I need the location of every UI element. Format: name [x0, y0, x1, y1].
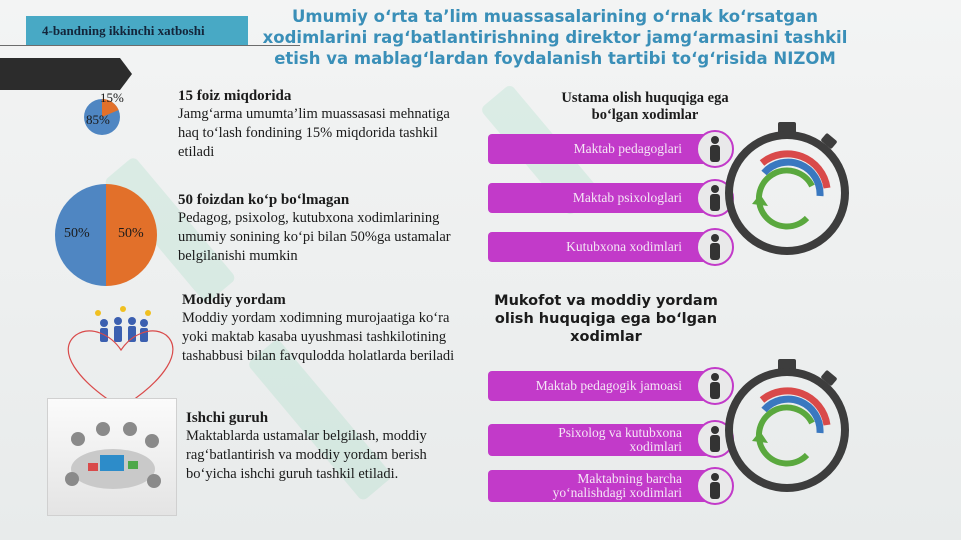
- section-heading: Ishchi guruh: [186, 410, 269, 426]
- pie-label-15: 15%: [100, 90, 124, 105]
- group1-item-2: Maktab psixologlari: [488, 183, 716, 213]
- meeting-illustration: [47, 398, 177, 516]
- group1-heading: Ustama olish huquqiga ega boʻlgan xodimlar: [561, 90, 729, 123]
- stopwatch-icon: [722, 355, 852, 495]
- pie-label-85: 85%: [86, 112, 110, 127]
- section-text: Jamgʻarma umumta’lim muassasasi mehnatiga haq toʻlash fondining 15% miqdorida tashkil etiladi: [178, 106, 450, 160]
- group1-item-3: Kutubxona xodimlari: [488, 232, 716, 262]
- section-text: Maktablarda ustamalar belgilash, moddiy ragʻbatlantirish va moddiy yordam berish boʻyicha ishchi guruh tashkil etiladi.: [186, 428, 427, 482]
- group2-item-2: Psixolog va kutubxona xodimlari: [488, 424, 716, 456]
- pie-label-right: 50%: [118, 226, 144, 241]
- group2-item-1: Maktab pedagogik jamoasi: [488, 371, 716, 401]
- page-title: Umumiy oʻrta ta’lim muassasalarining oʻrnak koʻrsatgan xodimlarini ragʻbatlantirishning direktor jamgʻarmasini tashkil etish va mablagʻlardan foydalanish tartibi toʻgʻrisida NIZOM: [262, 7, 848, 68]
- group1-item-1: Maktab pedagoglari: [488, 134, 716, 164]
- section-text: Moddiy yordam xodimning murojaatiga koʻra yoki maktab kasaba uyushmasi tashkilotining tashabbusi bilan favqulodda holatlarda beriladi: [182, 310, 455, 364]
- group2-heading: Mukofot va moddiy yordam olish huquqiga ega boʻlgan xodimlar: [494, 293, 718, 345]
- section-heading: 15 foiz miqdorida: [178, 88, 292, 104]
- section-text: Pedagog, psixolog, kutubxona xodimlarining umumiy sonining koʻpi bilan 50%ga ustamalar belgilanishi mumkin: [178, 210, 451, 264]
- section-heading: Moddiy yordam: [182, 292, 286, 308]
- stopwatch-icon: [722, 118, 852, 258]
- section-tag: 4-bandning ikkinchi xatboshi: [26, 16, 248, 46]
- pie-label-left: 50%: [64, 226, 90, 241]
- section-heading: 50 foizdan koʻp boʻlmagan: [178, 192, 350, 208]
- decorative-bar: [0, 58, 120, 90]
- decorative-heart-line: [56, 320, 186, 410]
- group2-item-3: Maktabning barcha yoʻnalishdagi xodimlari: [488, 470, 716, 502]
